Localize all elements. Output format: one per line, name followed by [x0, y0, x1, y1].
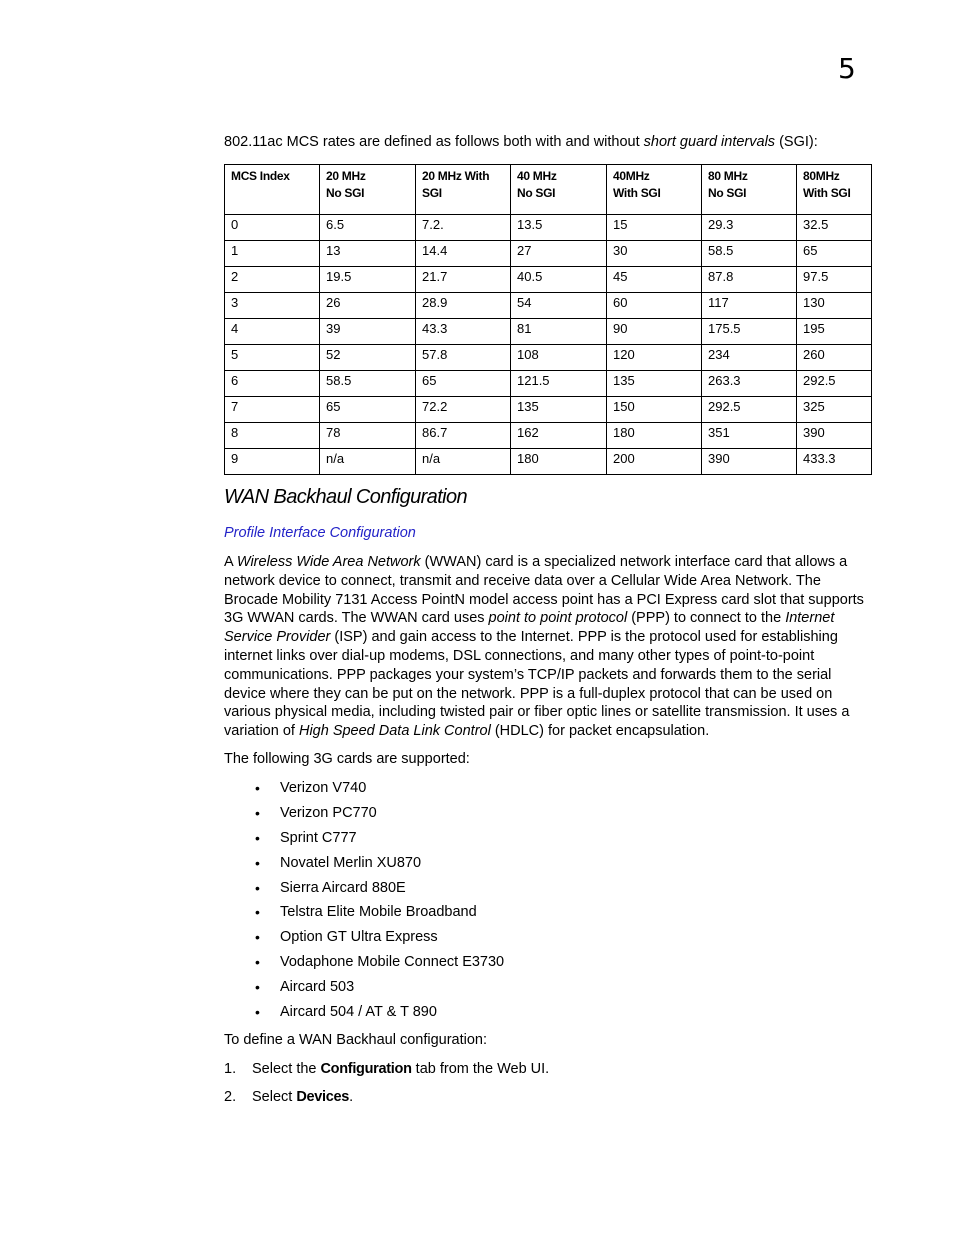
- bullet-icon: •: [255, 954, 260, 971]
- header-20mhz-no-sgi: 20 MHz No SGI: [320, 165, 416, 215]
- mcs-rate-table: [224, 164, 872, 475]
- table-row: 9 n/a n/a 180 200 390 433.3: [225, 449, 872, 475]
- list-item: • Sierra Aircard 880E: [255, 879, 406, 896]
- section-title: WAN Backhaul Configuration: [224, 486, 468, 508]
- table-row: 0 6.5 7.2. 13.5 15 29.3 32.5: [225, 215, 872, 241]
- header-80mhz-sgi: 80MHz With SGI: [797, 165, 872, 215]
- intro-term: short guard intervals: [643, 134, 776, 150]
- bullet-icon: •: [255, 1004, 260, 1021]
- intro-text-end: (SGI):: [775, 134, 818, 150]
- define-intro: To define a WAN Backhaul configuration:: [224, 1032, 488, 1048]
- table-intro: [224, 134, 818, 150]
- header-20mhz-sgi: 20 MHz With SGI: [416, 165, 511, 215]
- bullet-icon: •: [255, 854, 260, 871]
- table-row: 4 39 43.3 81 90 175.5 195: [225, 319, 872, 345]
- bullet-icon: •: [255, 879, 260, 896]
- table-header-row: [225, 165, 872, 215]
- list-item: • Novatel Merlin XU870: [255, 854, 422, 871]
- header-40mhz-sgi: 40MHz With SGI: [607, 165, 702, 215]
- table-row: 2 19.5 21.7 40.5 45 87.8 97.5: [225, 267, 872, 293]
- list-item: • Sprint C777: [255, 829, 357, 846]
- table-row: 3 26 28.9 54 60 117 130: [225, 293, 872, 319]
- profile-interface-configuration-link[interactable]: Profile Interface Configuration: [224, 525, 416, 541]
- procedure-steps: [224, 1059, 549, 1115]
- table-row: 6 58.5 65 121.5 135 263.3 292.5: [225, 371, 872, 397]
- table-row: 7 65 72.2 135 150 292.5 325: [225, 397, 872, 423]
- cards-intro: The following 3G cards are supported:: [224, 751, 470, 767]
- table-row: 8 78 86.7 162 180 351 390: [225, 423, 872, 449]
- bullet-icon: •: [255, 904, 260, 921]
- list-item: • Option GT Ultra Express: [255, 929, 438, 946]
- bullet-icon: •: [255, 979, 260, 996]
- header-80mhz-no-sgi: 80 MHz No SGI: [702, 165, 797, 215]
- list-item: • Verizon PC770: [255, 804, 377, 821]
- header-40mhz-no-sgi: 40 MHz No SGI: [511, 165, 607, 215]
- bullet-icon: •: [255, 829, 260, 846]
- intro-text: 802.11ac MCS rates are defined as follows both with and without: [224, 134, 644, 150]
- list-item: • Aircard 503: [255, 979, 355, 996]
- header-mcs-index: MCS Index: [225, 165, 320, 215]
- wwan-description-paragraph: A Wireless Wide Area Network (WWAN) card is a specialized network interface card that allows a network device to connect, transmit and receive data over a Cellular Wide Area Network. The Brocade Mobility 7131 Access PointN model access point has a PCI Express card slot that supports 3G WWAN cards. The WWAN card uses point to point protocol (PPP) to connect to the Internet Service Provider (ISP) and gain access to the Internet. PPP is the protocol used for establishing internet links over dial-up modems, DSL connections, and many other types of point-to-point communications. PPP packages your system’s TCP/IP packets and forwards them to the serial device where they can be put on the network. PPP is a full-duplex protocol that can be used on various physical media, including twisted pair or fiber optic lines or satellite transmission. It uses a variation of High Speed Data Link Control (HDLC) for packet encapsulation.: [224, 554, 864, 740]
- step-item: 2. Select Devices.: [224, 1089, 354, 1105]
- list-item: • Aircard 504 / AT & T 890: [255, 1004, 437, 1021]
- list-item: • Verizon V740: [255, 780, 367, 796]
- chapter-number: 5: [838, 52, 856, 85]
- table-row: 5 52 57.8 108 120 234 260: [225, 345, 872, 371]
- configuration-tab-term: Configuration: [320, 1061, 412, 1077]
- devices-term: Devices: [296, 1089, 350, 1105]
- step-item: 1. Select the Configuration tab from the Web UI.: [224, 1061, 550, 1077]
- list-item: • Vodaphone Mobile Connect E3730: [255, 954, 505, 971]
- table-row: 1 13 14.4 27 30 58.5 65: [225, 241, 872, 267]
- bullet-icon: •: [255, 780, 260, 796]
- bullet-icon: •: [255, 804, 260, 821]
- list-item: • Telstra Elite Mobile Broadband: [255, 904, 477, 921]
- bullet-icon: •: [255, 929, 260, 946]
- supported-cards-list: [252, 778, 504, 1027]
